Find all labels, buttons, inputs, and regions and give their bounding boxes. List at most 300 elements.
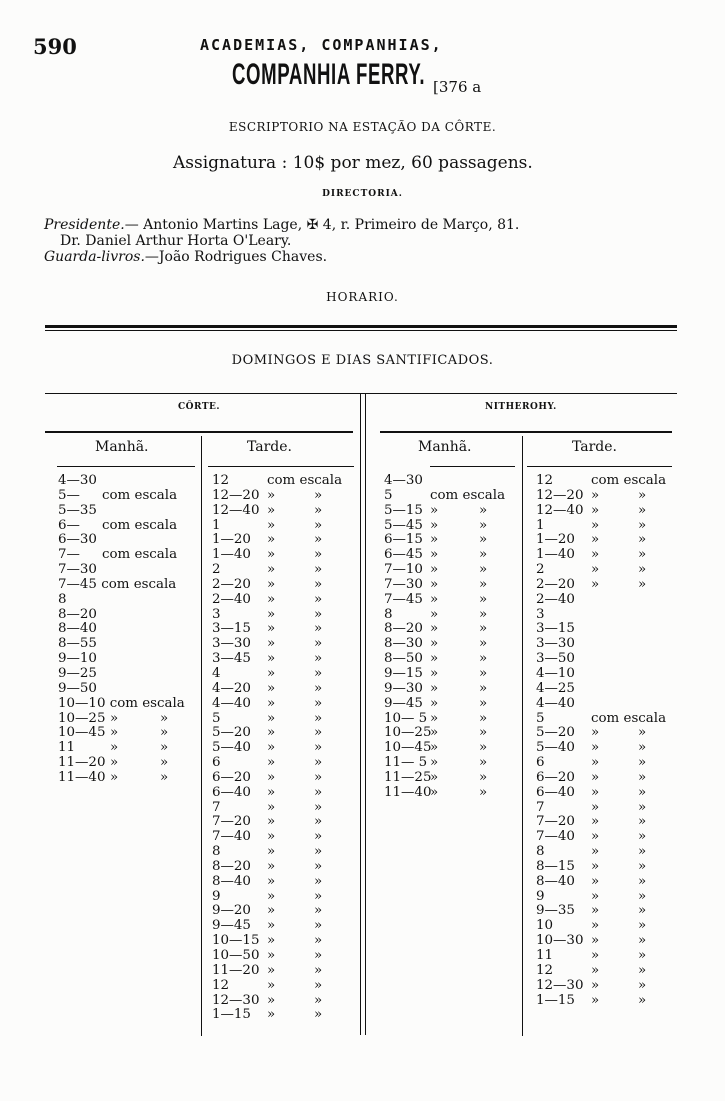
- schedule-row: [536, 726, 671, 741]
- schedule-row: [384, 771, 519, 786]
- note: »: [314, 517, 323, 533]
- departure-time: 6—20: [212, 769, 251, 785]
- departure-time: 9—10: [58, 651, 97, 667]
- departure-time: 12: [212, 473, 230, 488]
- schedule-row: [212, 771, 352, 786]
- schedule-row: [384, 622, 519, 637]
- rule: [208, 466, 354, 467]
- note: »: [638, 725, 647, 741]
- note: »: [267, 799, 276, 815]
- schedule-row: [384, 548, 519, 563]
- departure-time: 7—45 com escala: [58, 576, 177, 592]
- schedule-row: [58, 578, 198, 593]
- departure-time: 7—20: [212, 814, 251, 830]
- note: »: [430, 755, 439, 771]
- corte-manha-column: [58, 474, 198, 786]
- divider: [201, 436, 202, 1036]
- note: »: [267, 888, 276, 904]
- departure-time: 10—50: [212, 948, 260, 963]
- col-header: Tarde.: [572, 439, 617, 455]
- note: »: [314, 665, 323, 681]
- departure-time: 5—40: [212, 740, 251, 756]
- col-header: Manhã.: [95, 439, 149, 455]
- departure-time: 7—45: [384, 591, 423, 607]
- note: »: [430, 680, 439, 696]
- note: »: [267, 933, 276, 949]
- note: »: [479, 755, 488, 771]
- note: »: [267, 829, 276, 845]
- note: »: [479, 606, 488, 622]
- departure-time: 1—20: [212, 532, 251, 548]
- departure-time: 12—40: [536, 502, 584, 518]
- rule: [45, 330, 677, 331]
- note: com escala: [102, 547, 178, 563]
- note: »: [638, 784, 647, 800]
- note: »: [314, 903, 323, 919]
- note: »: [479, 517, 488, 533]
- departure-time: 4—10: [536, 665, 575, 681]
- note: »: [430, 517, 439, 533]
- departure-time: 11: [58, 740, 76, 756]
- rule: [430, 466, 515, 467]
- departure-time: 7—40: [212, 829, 251, 845]
- schedule-row: [384, 593, 519, 608]
- schedule-row: [212, 949, 352, 964]
- departure-time: 12: [536, 962, 554, 978]
- schedule-row: [536, 712, 671, 727]
- note: »: [430, 695, 439, 711]
- note: »: [430, 591, 439, 607]
- note: »: [267, 591, 276, 607]
- note: »: [638, 769, 647, 785]
- note: »: [591, 755, 600, 771]
- schedule-row: [212, 533, 352, 548]
- note: »: [267, 1007, 276, 1023]
- schedule-row: [384, 608, 519, 623]
- directorate-entry: [44, 217, 519, 233]
- schedule-row: [58, 593, 198, 608]
- departure-time: 9—45: [212, 918, 251, 934]
- schedule-row: [536, 756, 671, 771]
- note: »: [591, 918, 600, 934]
- departure-time: 5: [384, 487, 393, 503]
- office-line: ESCRIPTORIO NA ESTAÇÃO DA CÔRTE.: [228, 120, 497, 134]
- schedule-row: [58, 637, 198, 652]
- note: »: [267, 606, 276, 622]
- departure-time: 6—40: [212, 784, 251, 800]
- schedule-row: [58, 489, 198, 504]
- schedule-row: [384, 712, 519, 727]
- schedule-row: [212, 845, 352, 860]
- departure-time: 9—25: [58, 665, 97, 681]
- note: »: [267, 844, 276, 860]
- schedule-row: [212, 622, 352, 637]
- departure-time: 6—30: [58, 532, 97, 548]
- note: »: [591, 502, 600, 518]
- schedule-row: [536, 815, 671, 830]
- schedule-row: [536, 979, 671, 994]
- departure-time: 9—30: [384, 680, 423, 696]
- schedule-row: [384, 563, 519, 578]
- note: »: [591, 858, 600, 874]
- schedule-row: [536, 845, 671, 860]
- note: »: [160, 710, 169, 726]
- note: »: [479, 695, 488, 711]
- departure-time: 11—20: [212, 962, 260, 978]
- note: »: [479, 591, 488, 607]
- schedule-row: [212, 786, 352, 801]
- note: »: [314, 755, 323, 771]
- departure-time: 8—40: [58, 621, 97, 637]
- schedule-row: [212, 964, 352, 979]
- schedule-row: [58, 652, 198, 667]
- schedule-row: [536, 904, 671, 919]
- schedule-row: [212, 608, 352, 623]
- note: »: [160, 725, 169, 741]
- note: »: [638, 903, 647, 919]
- departure-time: 10—10 com escala: [58, 695, 185, 711]
- schedule-row: [536, 830, 671, 845]
- departure-time: 11—20: [58, 755, 106, 771]
- schedule-row: [58, 608, 198, 623]
- schedule-row: [58, 771, 198, 786]
- departure-time: 9—15: [384, 665, 423, 681]
- departure-time: 12—20: [212, 487, 260, 503]
- departure-time: 11— 5: [384, 755, 428, 771]
- departure-time: 8—50: [384, 651, 423, 667]
- schedule-row: [212, 830, 352, 845]
- schedule-row: [212, 875, 352, 890]
- departure-time: 8—55: [58, 636, 97, 652]
- schedule-row: [536, 875, 671, 890]
- schedule-row: [58, 474, 198, 489]
- departure-time: 11—40: [58, 769, 106, 785]
- note: »: [479, 784, 488, 800]
- departure-time: 6—: [58, 517, 80, 533]
- note: »: [638, 858, 647, 874]
- departure-time: 2—40: [212, 591, 251, 607]
- departure-time: 4—20: [212, 680, 251, 696]
- note: »: [267, 517, 276, 533]
- note: »: [479, 710, 488, 726]
- note: »: [110, 740, 119, 756]
- subscription-line: Assignatura : 10$ por mez, 60 passagens.: [173, 153, 533, 173]
- note: »: [479, 725, 488, 741]
- note: »: [267, 680, 276, 696]
- directorate-heading: DIRECTORIA.: [322, 189, 403, 199]
- schedule-row: [384, 667, 519, 682]
- nitherohy-tarde-column: [536, 474, 671, 1008]
- departure-time: 12—20: [536, 487, 584, 503]
- departure-time: 2: [212, 562, 221, 578]
- note: »: [591, 962, 600, 978]
- departure-time: 5—40: [536, 740, 575, 756]
- schedule-row: [536, 533, 671, 548]
- schedule-row: [212, 860, 352, 875]
- note: »: [314, 918, 323, 934]
- schedule-row: [384, 474, 519, 489]
- note: »: [638, 962, 647, 978]
- schedule-row: [212, 815, 352, 830]
- note: »: [638, 977, 647, 993]
- departure-time: 12—40: [212, 502, 260, 518]
- departure-time: 1—20: [536, 532, 575, 548]
- note: »: [314, 769, 323, 785]
- note: »: [314, 606, 323, 622]
- note: »: [591, 888, 600, 904]
- departure-time: 9: [536, 888, 545, 904]
- departure-time: 1—40: [212, 547, 251, 563]
- directorate-entry: [60, 233, 291, 249]
- departure-time: 9—35: [536, 903, 575, 919]
- note: »: [267, 918, 276, 934]
- schedule-row: [58, 682, 198, 697]
- schedule-row: [58, 548, 198, 563]
- schedule-row: [384, 533, 519, 548]
- rule: [45, 325, 677, 328]
- schedule-row: [212, 741, 352, 756]
- schedule-row: [536, 593, 671, 608]
- schedule-row: [536, 563, 671, 578]
- departure-time: 6—45: [384, 547, 423, 563]
- rule: [57, 466, 195, 467]
- departure-time: 8: [58, 591, 67, 607]
- schedule-row: [536, 622, 671, 637]
- note: »: [638, 502, 647, 518]
- note: »: [314, 562, 323, 578]
- note: »: [110, 725, 119, 741]
- note: »: [314, 873, 323, 889]
- departure-time: 7—40: [536, 829, 575, 845]
- note: »: [314, 532, 323, 548]
- departure-time: 7—: [58, 547, 80, 563]
- note: »: [267, 665, 276, 681]
- note: com escala: [102, 487, 178, 503]
- note: »: [430, 576, 439, 592]
- note: »: [591, 844, 600, 860]
- rule: [45, 393, 677, 394]
- note: »: [267, 948, 276, 963]
- schedule-row: [58, 533, 198, 548]
- departure-time: 10—25: [384, 725, 432, 741]
- directorate-entry: [44, 249, 327, 265]
- schedule-row: [212, 578, 352, 593]
- note: »: [314, 933, 323, 949]
- departure-time: 7: [212, 799, 221, 815]
- departure-time: 9—50: [58, 680, 97, 696]
- note: »: [267, 755, 276, 771]
- departure-time: 5—20: [536, 725, 575, 741]
- note: »: [314, 710, 323, 726]
- schedule-row: [212, 712, 352, 727]
- note: »: [479, 562, 488, 578]
- departure-time: 1: [536, 517, 545, 533]
- departure-time: 10—30: [536, 933, 584, 949]
- divider: [522, 436, 523, 1036]
- note: »: [430, 502, 439, 518]
- departure-time: 2—40: [536, 591, 575, 607]
- departure-time: 4—30: [58, 473, 97, 488]
- note: »: [591, 532, 600, 548]
- note: »: [430, 665, 439, 681]
- schedule-row: [58, 622, 198, 637]
- departure-time: 8: [384, 606, 393, 622]
- departure-time: 4—40: [212, 695, 251, 711]
- schedule-row: [536, 860, 671, 875]
- schedule-row: [58, 504, 198, 519]
- schedule-row: [536, 890, 671, 905]
- title-reference: [376 a: [433, 78, 482, 96]
- schedule-row: [384, 697, 519, 712]
- schedule-row: [536, 682, 671, 697]
- schedule-row: [384, 519, 519, 534]
- note: com escala: [102, 517, 178, 533]
- note: »: [591, 784, 600, 800]
- departure-time: 11—40: [384, 784, 432, 800]
- note: »: [267, 962, 276, 978]
- note: »: [314, 740, 323, 756]
- note: »: [591, 933, 600, 949]
- note: »: [591, 873, 600, 889]
- note: »: [267, 992, 276, 1008]
- schedule-row: [384, 682, 519, 697]
- note: »: [638, 829, 647, 845]
- note: »: [591, 977, 600, 993]
- note: »: [314, 829, 323, 845]
- departure-time: 6: [536, 755, 545, 771]
- note: »: [591, 814, 600, 830]
- schedule-row: [58, 667, 198, 682]
- schedule-row: [384, 637, 519, 652]
- departure-time: 10: [536, 918, 554, 934]
- departure-time: 8: [212, 844, 221, 860]
- note: »: [479, 621, 488, 637]
- note: »: [314, 784, 323, 800]
- departure-time: 7—10: [384, 562, 423, 578]
- departure-time: 10—25: [58, 710, 106, 726]
- departure-time: 4—30: [384, 473, 423, 488]
- departure-time: 1—15: [212, 1007, 251, 1023]
- departure-time: 4—25: [536, 680, 575, 696]
- note: »: [638, 918, 647, 934]
- departure-time: 7—30: [384, 576, 423, 592]
- note: »: [314, 814, 323, 830]
- departure-time: 8: [536, 844, 545, 860]
- note: »: [638, 799, 647, 815]
- person-name: Dr. Daniel Arthur Horta O'Leary.: [60, 233, 292, 249]
- schedule-row: [212, 1008, 352, 1023]
- note: »: [591, 576, 600, 592]
- departure-time: 6—15: [384, 532, 423, 548]
- note: »: [638, 517, 647, 533]
- schedule-row: [58, 519, 198, 534]
- note: »: [591, 829, 600, 845]
- note: »: [314, 962, 323, 978]
- schedule-row: [536, 667, 671, 682]
- note: »: [267, 769, 276, 785]
- departure-time: 8—40: [536, 873, 575, 889]
- departure-time: 12—30: [536, 977, 584, 993]
- note: »: [638, 888, 647, 904]
- corte-tarde-column: [212, 474, 352, 1023]
- schedule-row: [384, 786, 519, 801]
- note: »: [267, 621, 276, 637]
- note: »: [314, 948, 323, 963]
- schedule-row: [384, 578, 519, 593]
- note: »: [267, 784, 276, 800]
- departure-time: 12: [536, 473, 554, 488]
- departure-time: 7—20: [536, 814, 575, 830]
- note: »: [267, 502, 276, 518]
- group-nitherohy: NITHEROHY.: [485, 402, 557, 412]
- schedule-row: [384, 504, 519, 519]
- schedule-row: [212, 801, 352, 816]
- schedule-row: [536, 994, 671, 1009]
- departure-time: 8—20: [58, 606, 97, 622]
- departure-time: 2—20: [536, 576, 575, 592]
- col-header: Manhã.: [418, 439, 472, 455]
- schedule-row: [58, 726, 198, 741]
- note: »: [314, 636, 323, 652]
- departure-time: 12: [212, 977, 230, 993]
- note: »: [591, 769, 600, 785]
- departure-time: 5—45: [384, 517, 423, 533]
- schedule-row: [58, 756, 198, 771]
- note: »: [430, 710, 439, 726]
- departure-time: 10—15: [212, 933, 260, 949]
- note: »: [160, 755, 169, 771]
- note: »: [591, 725, 600, 741]
- departure-time: 5: [536, 710, 545, 726]
- schedule-row: [212, 890, 352, 905]
- departure-time: 10— 5: [384, 710, 428, 726]
- note: »: [591, 547, 600, 563]
- note: »: [110, 710, 119, 726]
- schedule-row: [212, 682, 352, 697]
- note: »: [430, 740, 439, 756]
- schedule-row: [212, 994, 352, 1009]
- departure-time: 9—20: [212, 903, 251, 919]
- departure-time: 10—45: [384, 740, 432, 756]
- note: »: [430, 621, 439, 637]
- schedule-row: [212, 934, 352, 949]
- note: »: [314, 591, 323, 607]
- note: »: [267, 576, 276, 592]
- note: »: [314, 502, 323, 518]
- section-header: ACADEMIAS, COMPANHIAS,: [200, 36, 443, 54]
- note: »: [267, 636, 276, 652]
- note: »: [430, 651, 439, 667]
- company-title: COMPANHIA FERRY.: [232, 58, 426, 91]
- schedule-row: [536, 608, 671, 623]
- departure-time: 3—15: [212, 621, 251, 637]
- schedule-row: [536, 964, 671, 979]
- note: »: [267, 695, 276, 711]
- departure-time: 2: [536, 562, 545, 578]
- note: com escala: [267, 473, 343, 488]
- note: »: [314, 888, 323, 904]
- note: »: [591, 992, 600, 1008]
- departure-time: 11: [536, 948, 554, 963]
- schedule-row: [212, 652, 352, 667]
- departure-time: 10—45: [58, 725, 106, 741]
- note: »: [479, 740, 488, 756]
- schedule-row: [536, 652, 671, 667]
- note: »: [430, 636, 439, 652]
- schedule-row: [536, 474, 671, 489]
- schedule-row: [536, 504, 671, 519]
- schedule-row: [536, 949, 671, 964]
